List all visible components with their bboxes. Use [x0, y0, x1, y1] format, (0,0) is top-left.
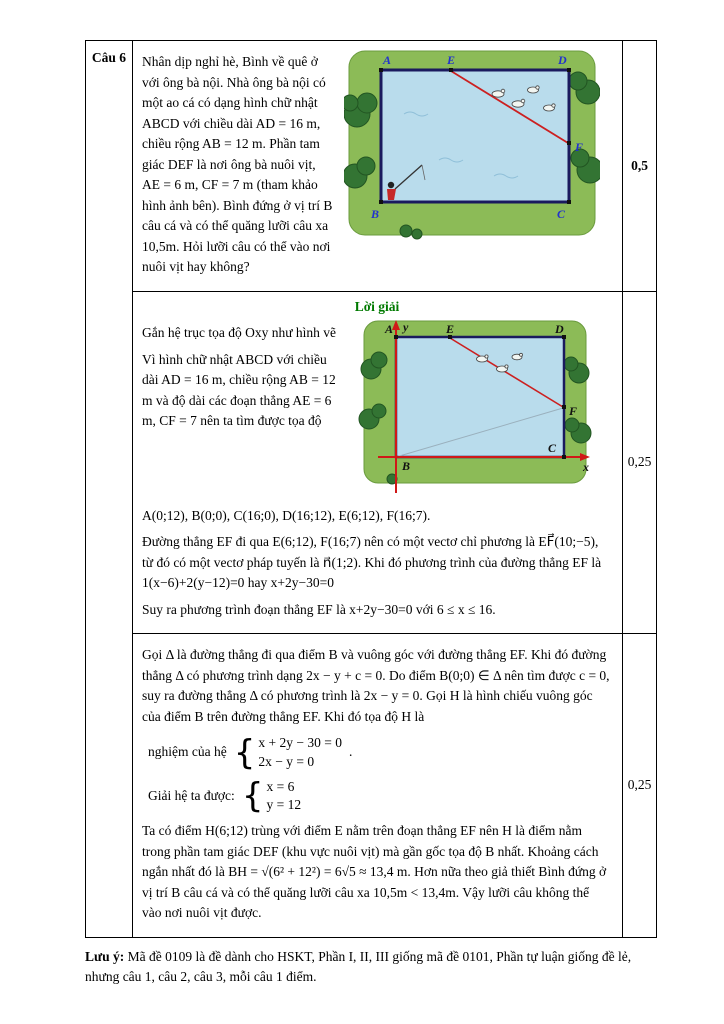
question-number: Câu 6 — [91, 50, 127, 65]
solution1-cell — [133, 291, 623, 634]
problem-row — [86, 41, 657, 292]
result-line: y = 12 — [266, 797, 302, 812]
solution-of-system — [148, 778, 612, 814]
left-brace: { — [233, 732, 256, 773]
figure2-label-x-axis: x — [583, 460, 589, 475]
document-page — [85, 40, 657, 987]
figure1-label-c: C — [557, 207, 566, 221]
figure2-label-e: E — [446, 322, 455, 337]
figure2-label-f: F — [569, 404, 578, 419]
solution2-para1: Gọi Δ là đường thẳng đi qua điểm B và vuông góc với đường thẳng EF. Khi đó đường thẳng Δ có phương trình dạng 2x − y + c = 0. Do điểm B(0;0) ∈ Δ nên tìm được c = 0, suy ra đường thẳng Δ có phương trình là 2x − y = 0. Gọi H là hình chiếu vuông góc của điểm B trên đường thẳng EF. Khi đó tọa độ H là — [142, 647, 610, 724]
system-label: nghiệm của hệ — [148, 744, 227, 760]
pond-rectangle — [381, 70, 569, 202]
figure1-label-d: D — [558, 53, 567, 67]
figure1-label-a: A — [383, 53, 392, 67]
solution1-para2: Vì hình chữ nhật ABCD với chiều dài AD = 16 m, chiều rộng AB = 12 m và độ dài các đoạn thẳng AE = 6 m, CF = 7 nên ta tìm được tọa độ — [142, 351, 336, 429]
result-line: x = 6 — [266, 778, 295, 794]
figure2-label-a: A — [385, 322, 394, 337]
equation-line: x + 2y − 30 = 0 — [258, 735, 342, 751]
coordinate-illustration — [352, 319, 592, 495]
problem-points: 0,5 — [631, 157, 648, 173]
solution1-para3: Đường thẳng EF đi qua E(6;12), F(16;7) nên có một vectơ chỉ phương là EF⃗(10;−5), từ đó có một vectơ pháp tuyến là n⃗(1;2). Khi đó phương trình của đường thẳng EF là 1(x−6)+2(y−12)=0 hay x+2y−30=0 — [142, 534, 602, 591]
question-number-cell — [86, 41, 133, 938]
solution2-points: 0,25 — [627, 777, 652, 793]
pond-rectangle — [396, 337, 564, 457]
solution2-points-cell — [623, 634, 657, 938]
solution1-row — [86, 291, 657, 634]
system-of-equations — [148, 732, 612, 773]
figure2-label-b: B — [402, 459, 411, 474]
problem-cell — [133, 41, 623, 292]
question-table — [85, 40, 657, 938]
footnote-label: Lưu ý: — [85, 948, 125, 964]
equation-rows — [258, 734, 342, 770]
figure2-label-d: D — [555, 322, 564, 337]
coordinate-figure — [352, 319, 592, 502]
footnote-text: Mã đề 0109 là đề dành cho HSKT, Phần I, II, III giống mã đề 0101, Phần tự luận giống đề lẻ, nhưng câu 1, câu 2, câu 3, mỗi câu 1 điểm. — [85, 948, 632, 985]
figure1-label-e: E — [447, 53, 456, 67]
solution1-para1: Gắn hệ trục tọa độ Oxy như hình vẽ — [142, 325, 337, 341]
equation-system — [233, 732, 342, 773]
figure2-label-c: C — [548, 441, 557, 456]
solution-header: Lời giải — [354, 298, 400, 314]
solve-label: Giải hệ ta được: — [148, 787, 235, 803]
equation-line: 2x − y = 0 — [258, 753, 315, 769]
figure1-label-f: F — [575, 140, 584, 154]
solution1-para4: Suy ra phương trình đoạn thẳng EF là x+2y−30=0 với 6 ≤ x ≤ 16. — [142, 601, 496, 617]
problem-points-cell — [623, 41, 657, 292]
figure1-label-b: B — [371, 207, 380, 221]
pond-illustration — [344, 48, 600, 242]
pond-figure — [344, 48, 600, 249]
solution1-points: 0,25 — [627, 454, 652, 470]
result-system — [242, 778, 301, 814]
problem-text: Nhân dịp nghỉ hè, Bình về quê ở với ông bà nội. Nhà ông bà nội có một ao cá có dạng hình chữ nhật ABCD với chiều dài AD = 16 m, chiều rộng AB = 12 m. Phần tam giác DEF là nơi ông bà nuôi vịt, AE = 6 m, CF = 7 m (tham khảo hình ảnh bên). Bình đứng ở vị trí B câu cá và có thể quăng lưỡi câu xa 10,5m. Hỏi lưỡi câu có thể vào nơi nuôi vịt hay không? — [142, 54, 333, 275]
solution1-points-cell — [623, 291, 657, 634]
solution2-para2: Ta có điểm H(6;12) trùng với điểm E nằm trên đoạn thẳng EF nên H là điểm nằm trong phần tam giác DEF (khu vực nuôi vịt) mà gần gốc tọa độ B nhất. Khoảng cách ngắn nhất đó là BH = √(6² + 12²) = 6√5 ≈ 13,4 m. Hơn nữa theo giả thiết Bình đứng ở vị trí B câu cá và có thể quăng lưỡi câu xa 10,5m < 13,4m. Vậy lưỡi câu không thể vào nơi nuôi vịt được. — [142, 823, 607, 921]
figure2-label-y-axis: y — [403, 320, 409, 335]
footnote — [85, 947, 657, 988]
solution2-row — [86, 634, 657, 938]
left-brace: { — [241, 776, 264, 816]
result-rows — [266, 778, 301, 814]
solution1-coordinates: A(0;12), B(0;0), C(16;0), D(16;12), E(6;12), F(16;7). — [142, 507, 431, 523]
solution2-cell — [133, 634, 623, 938]
system-suffix: . — [348, 744, 353, 760]
